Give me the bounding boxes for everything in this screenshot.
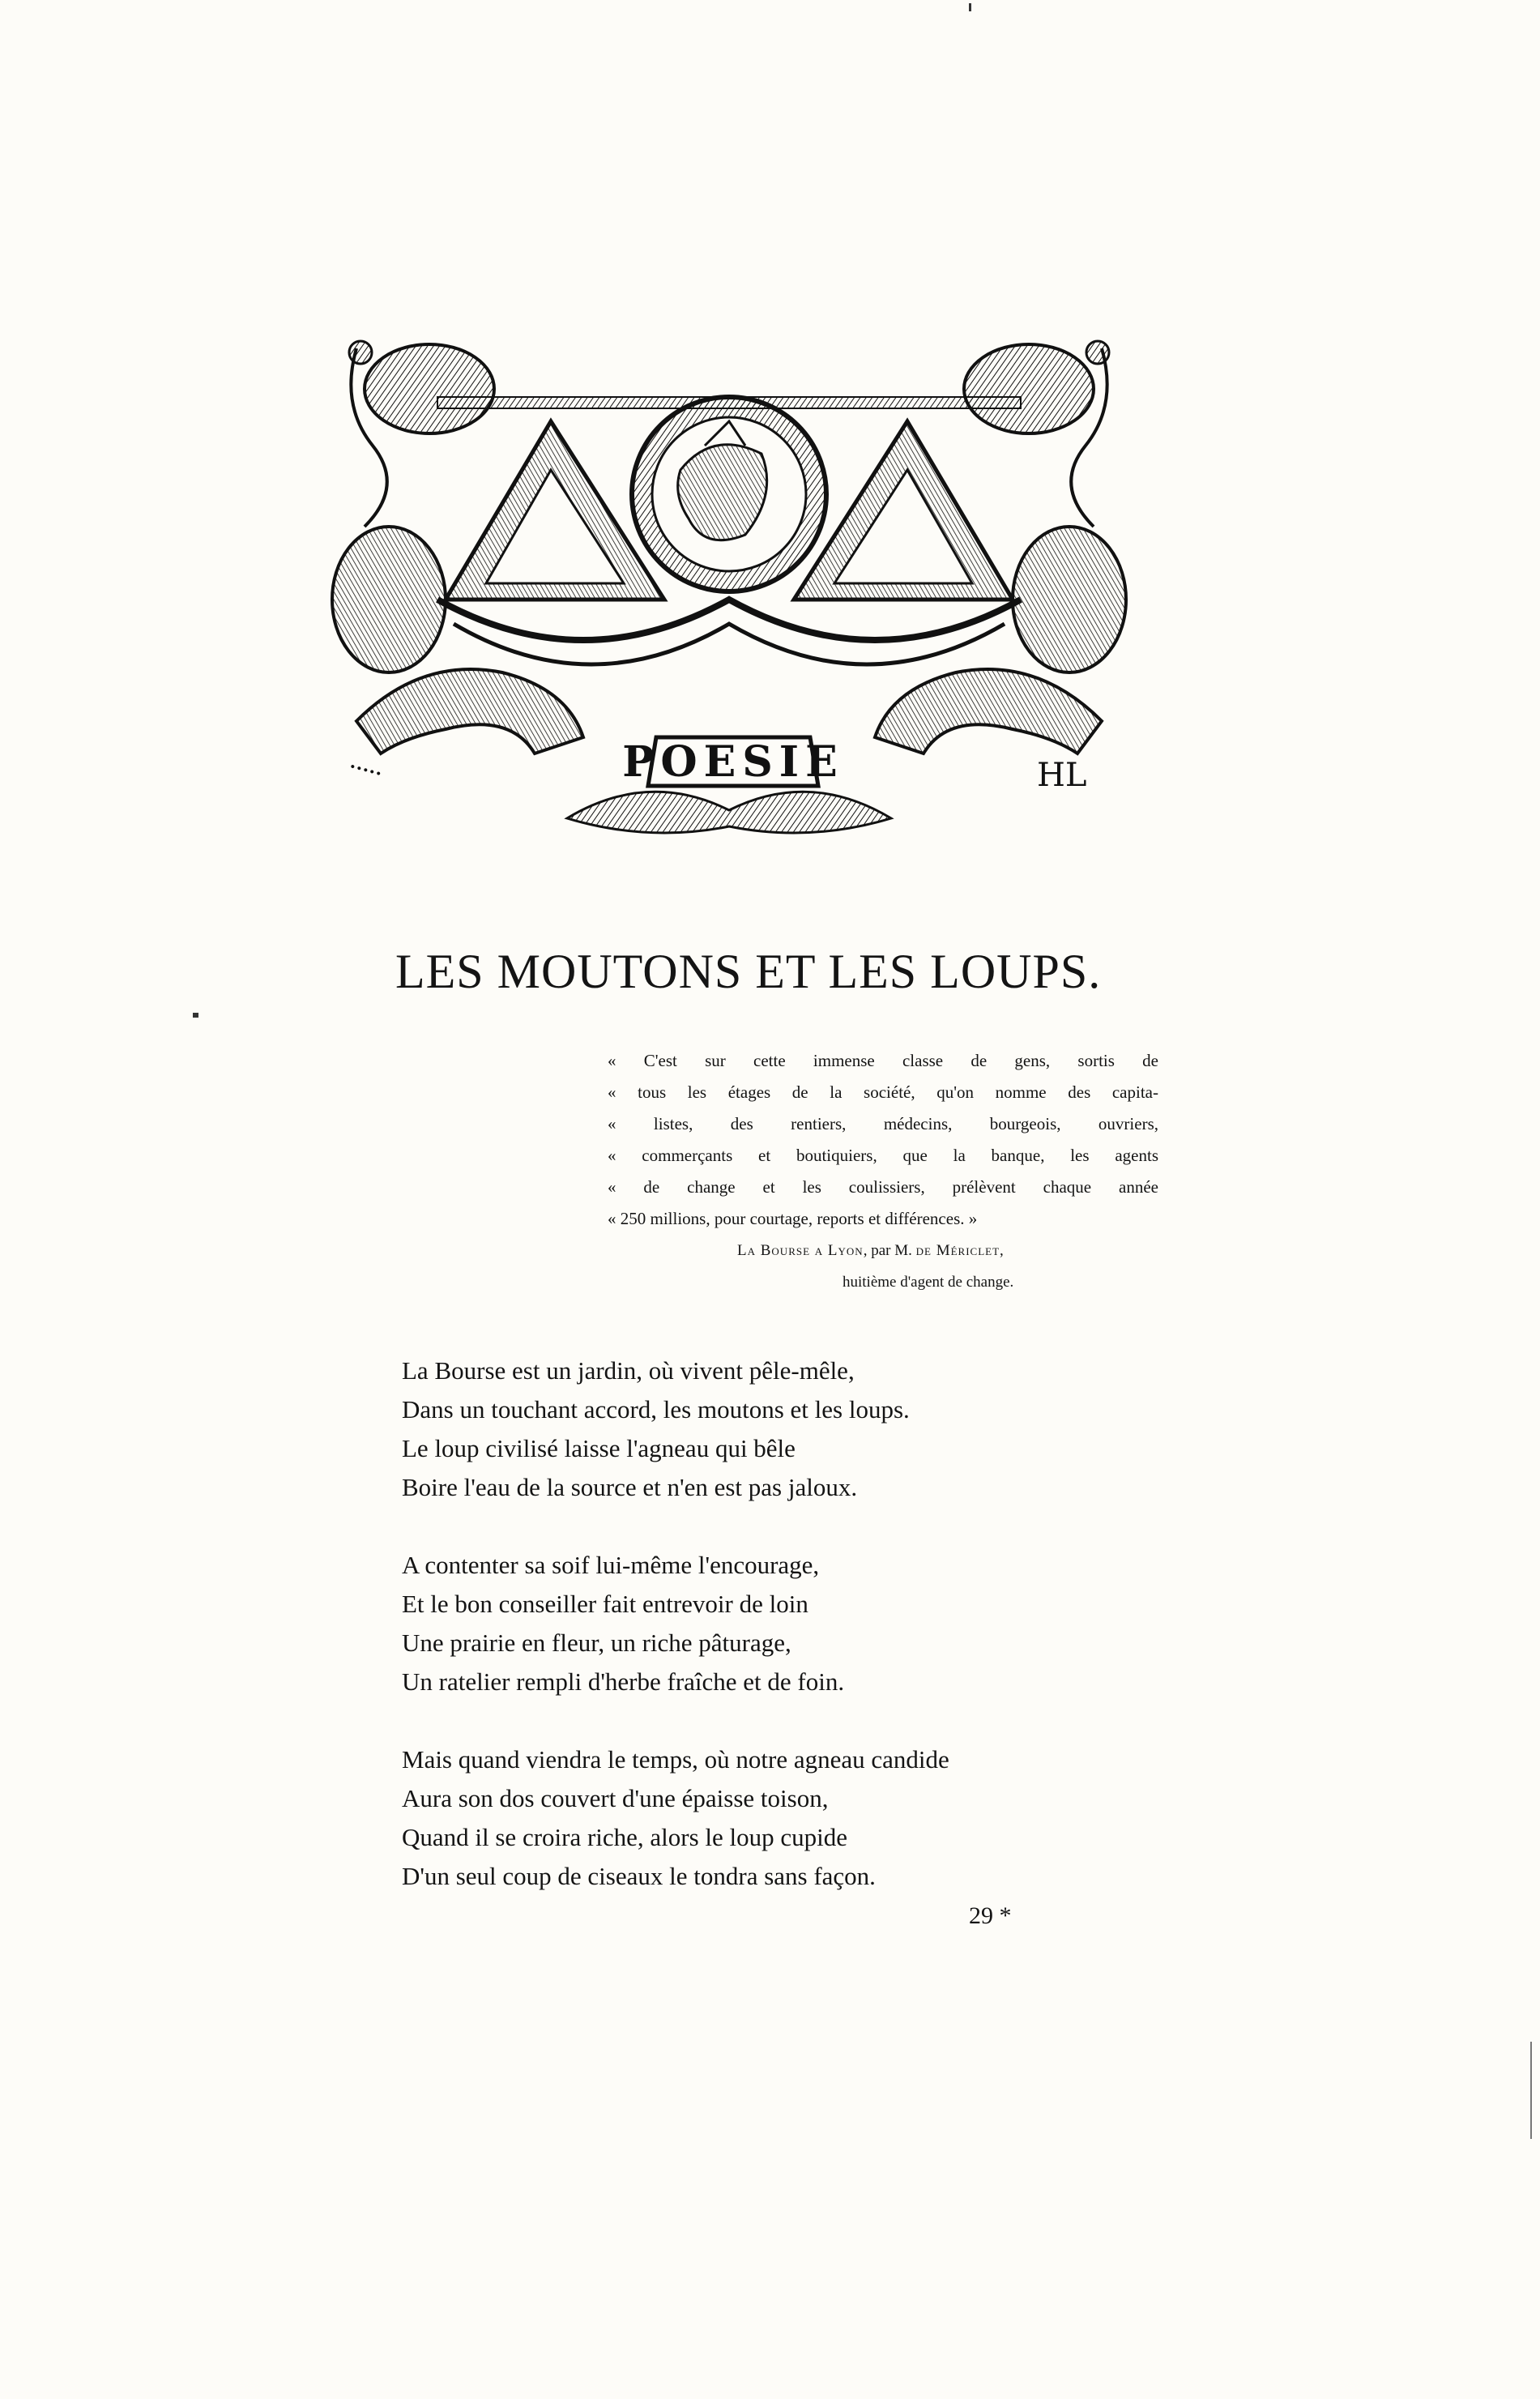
ornamental-headpiece [324, 332, 1134, 859]
epigraph-by: , par M. [863, 1242, 916, 1259]
poem-body [402, 1351, 1098, 1935]
epigraph-author-role: huitième d'agent de change. [843, 1274, 1014, 1291]
verse: Dans un touchant accord, les moutons et les loups. [402, 1395, 910, 1424]
verse: Une prairie en fleur, un riche pâturage, [402, 1629, 791, 1657]
stanza-3 [402, 1740, 1098, 1896]
verse: Et le bon conseiller fait entrevoir de loin [402, 1590, 808, 1618]
stray-mark [969, 3, 971, 11]
epigraph-author: de Mériclet [915, 1242, 1000, 1259]
epigraph-work: La Bourse a Lyon [737, 1242, 864, 1259]
stray-mark [193, 1013, 198, 1018]
epigraph-source: La Bourse a Lyon, par M. de Mériclet, [737, 1242, 1004, 1259]
verse: La Bourse est un jardin, où vivent pêle-mêle, [402, 1356, 855, 1385]
verse: Aura son dos couvert d'une épaisse toison, [402, 1784, 829, 1812]
epigraph-line: « commerçants et boutiquiers, que la banque, les agents [608, 1146, 1158, 1165]
verse: Le loup civilisé laisse l'agneau qui bêle [402, 1434, 796, 1462]
verse: Quand il se croira riche, alors le loup cupide [402, 1823, 848, 1851]
verse: A contenter sa soif lui-même l'encourage, [402, 1551, 820, 1579]
epigraph-line: « tous les étages de la société, qu'on nomme des capita- [608, 1082, 1158, 1102]
poem-title: LES MOUTONS ET LES LOUPS. [395, 945, 1102, 998]
stanza-2 [402, 1546, 1098, 1701]
engraver-monogram: HL [1037, 757, 1087, 794]
epigraph-line: « listes, des rentiers, médecins, bourgeois, ouvriers, [608, 1114, 1158, 1133]
epigraph-line: « de change et les coulissiers, prélèvent chaque année [608, 1177, 1158, 1197]
verse: Mais quand viendra le temps, où notre agneau candide [402, 1745, 949, 1774]
epigraph-line: « 250 millions, pour courtage, reports et différences. » [608, 1209, 978, 1228]
verse: Boire l'eau de la source et n'en est pas jaloux. [402, 1473, 858, 1501]
headpiece-engraving [324, 332, 1134, 859]
verse: D'un seul coup de ciseaux le tondra sans façon. [402, 1862, 876, 1890]
stanza-1 [402, 1351, 1098, 1507]
epigraph [608, 1045, 1158, 1298]
banner-text: POESIE [622, 737, 844, 787]
epigraph-line: « C'est sur cette immense classe de gens, sortis de [608, 1051, 1158, 1070]
stray-mark [1530, 2042, 1532, 2139]
verse: Un ratelier rempli d'herbe fraîche et de foin. [402, 1667, 845, 1696]
engraver-signature: ••••• [347, 760, 383, 782]
page-folio: 29 * [969, 1902, 1012, 1929]
